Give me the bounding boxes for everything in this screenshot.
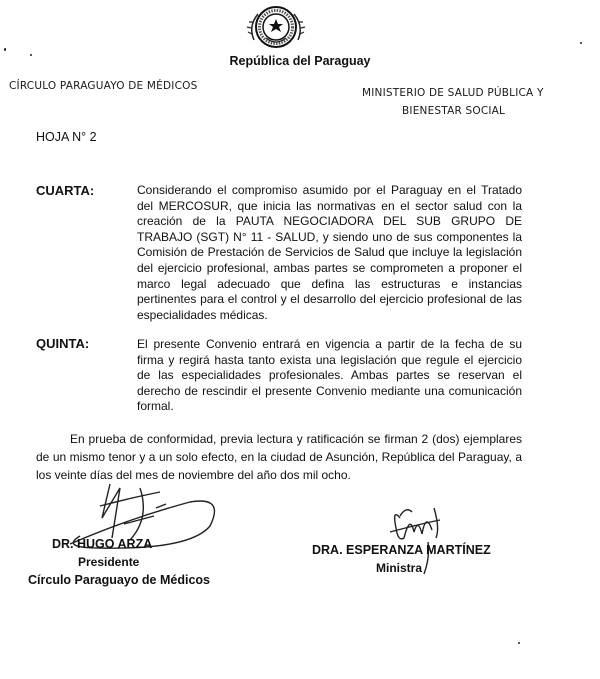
scan-speck [4, 48, 6, 51]
left-institution: CÍRCULO PARAGUAYO DE MÉDICOS [9, 80, 198, 92]
country-title: República del Paraguay [229, 54, 371, 68]
closing-paragraph: En prueba de conformidad, previa lectura y ratificación se firman 2 (dos) ejemplares de un mismo tenor y a un solo efecto, en la ciudad de Asunción, República del Paraguay, a los veinte días del mes de noviembre del año dos mil ocho. [36, 432, 522, 482]
signatory-role: Ministra [376, 561, 423, 575]
signatory-name: DR. HUGO ARZA [52, 537, 153, 551]
clause-label: QUINTA: [36, 336, 90, 351]
right-institution-line2: BIENESTAR SOCIAL [402, 105, 506, 117]
right-institution-line1: MINISTERIO DE SALUD PÚBLICA Y [362, 87, 544, 99]
national-seal [244, 4, 308, 52]
sheet-number: HOJA N° 2 [36, 130, 97, 144]
clause-label: CUARTA: [36, 183, 95, 198]
right-institution [362, 84, 592, 120]
scan-speck [518, 642, 520, 644]
signatory-organization: Círculo Paraguayo de Médicos [28, 573, 210, 587]
clause-text: El presente Convenio entrará en vigencia a partir de la fecha de su firma y regirá hasta tanto exista una legislación que regule el ejercicio de las especialidades profesionales. Ambas partes se reservan el derecho de rescindir el presente Convenio mediante una comunicación formal. [137, 337, 522, 414]
signatory-name: DRA. ESPERANZA MARTÍNEZ [312, 543, 491, 557]
signatory-role: Presidente [78, 555, 140, 569]
scan-speck [30, 54, 32, 56]
scan-speck [580, 42, 582, 44]
clause-text: Considerando el compromiso asumido por el Paraguay en el Tratado del MERCOSUR, que inicia las normativas en el sector salud con la creación de la PAUTA NEGOCIADORA DEL SUB GRUPO DE TRABAJO (SGT) N° 11 - SALUD, y siendo uno de sus componentes la Comisión de Prestación de Servicios de Salud que incluye la legislación del ejercicio profesional, ambas partes se comprometen a proponer el marco legal adecuado que defina las estructuras e instancias pertinentes para el control y el desarrollo del ejercicio profesional de las especialidades médicas. [137, 183, 522, 322]
